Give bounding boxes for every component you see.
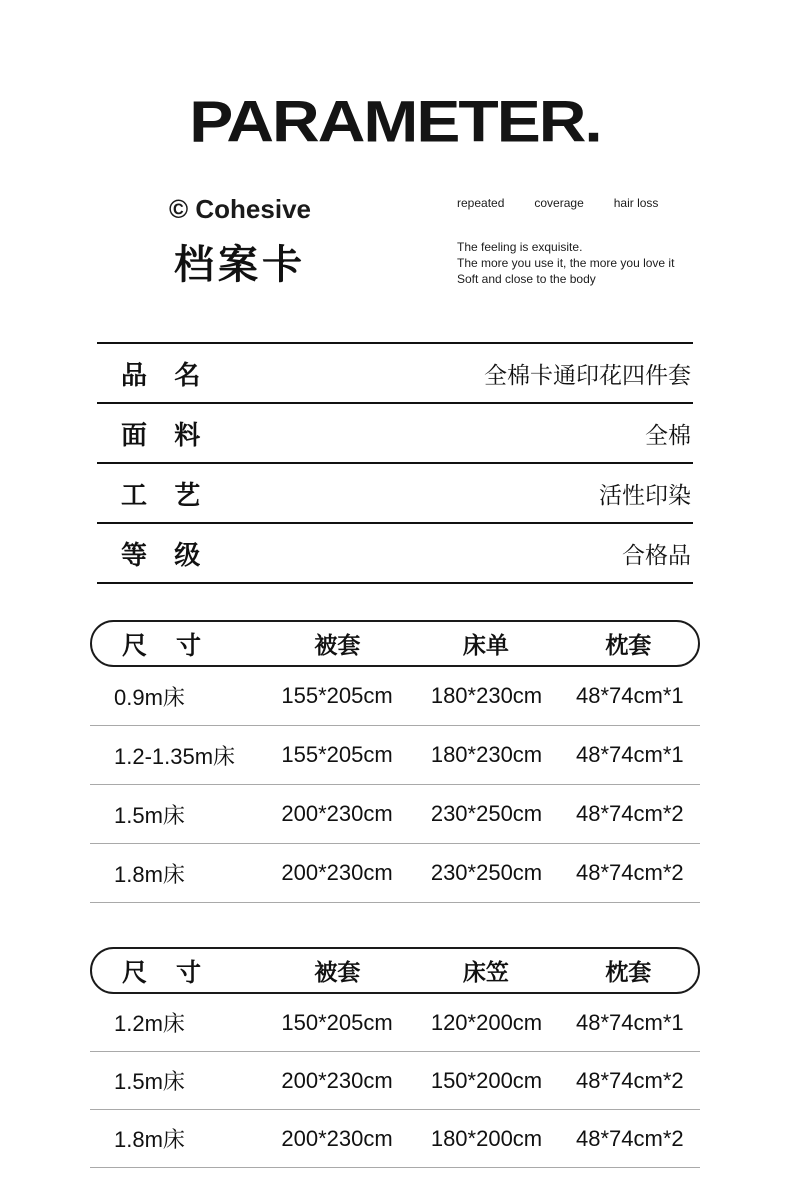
size-cell: 120*200cm <box>430 1009 543 1035</box>
subheader <box>97 194 693 290</box>
size-cell: 180*230cm <box>430 742 543 767</box>
card-title: 档案卡 <box>173 243 306 287</box>
size-cell: 155*205cm <box>281 683 393 708</box>
size-cell: 155*205cm <box>281 742 393 767</box>
size-cell: 48*74cm*2 <box>576 1067 684 1093</box>
product-info-table <box>97 342 693 584</box>
table-row <box>90 1110 700 1168</box>
info-label: 工 艺 <box>121 479 202 510</box>
parameter-logo: PARAMETER. <box>189 88 601 154</box>
size-cell: 48*74cm*2 <box>576 860 684 885</box>
info-value: 合格品 <box>622 541 691 568</box>
header-cell-pillowcase: 枕套 <box>605 632 652 658</box>
size-cell: 48*74cm*1 <box>576 1009 684 1035</box>
size-table-header <box>90 947 700 994</box>
header-cell-pillowcase: 枕套 <box>605 959 652 985</box>
header-cell-duvet-cover: 被套 <box>314 959 361 985</box>
info-label: 品 名 <box>121 359 202 390</box>
info-value: 全棉卡通印花四件套 <box>484 361 691 388</box>
header-cell-fitted-sheet: 床笠 <box>462 959 509 985</box>
size-cell: 48*74cm*2 <box>576 801 684 826</box>
size-cell: 48*74cm*1 <box>576 683 684 708</box>
size-cell: 1.2m床 <box>114 1011 185 1036</box>
size-cell: 230*250cm <box>430 801 543 826</box>
size-cell: 1.2-1.35m床 <box>114 743 236 769</box>
info-row-fabric <box>97 404 693 464</box>
table-row <box>90 667 700 726</box>
size-cell: 150*205cm <box>281 1009 393 1035</box>
keyword-row <box>457 196 693 210</box>
size-table-sheet <box>90 620 700 903</box>
tagline-line: The feeling is exquisite. <box>457 240 583 254</box>
size-table-fitted-sheet <box>90 947 700 1168</box>
header-cell-size: 尺 寸 <box>122 631 202 660</box>
size-cell: 180*230cm <box>430 683 543 708</box>
table-row <box>90 844 700 903</box>
tagline-line: Soft and close to the body <box>457 271 596 286</box>
size-cell: 150*200cm <box>430 1067 543 1093</box>
tagline-line: The more you use it, the more you love it <box>457 255 675 270</box>
header-cell-size: 尺 寸 <box>122 958 202 987</box>
info-label: 面 料 <box>121 419 202 450</box>
size-cell: 1.5m床 <box>114 802 185 828</box>
size-cell: 48*74cm*2 <box>576 1125 684 1151</box>
size-cell: 1.8m床 <box>114 1127 185 1152</box>
info-row-grade <box>97 524 693 584</box>
info-value: 全棉 <box>645 421 691 448</box>
tagline <box>457 240 693 287</box>
header-cell-duvet-cover: 被套 <box>314 632 361 658</box>
info-row-craft <box>97 464 693 524</box>
size-cell: 48*74cm*1 <box>576 742 684 767</box>
info-label: 等 级 <box>121 539 202 570</box>
copyright-text: © Cohesive <box>169 194 311 224</box>
card-header <box>0 88 790 290</box>
table-row <box>90 726 700 785</box>
size-cell: 200*230cm <box>281 801 393 826</box>
table-row <box>90 994 700 1052</box>
table-row <box>90 1052 700 1110</box>
size-cell: 200*230cm <box>281 1067 393 1093</box>
size-cell: 230*250cm <box>430 860 543 885</box>
keyword-item: coverage <box>534 196 584 210</box>
info-value: 活性印染 <box>599 481 691 508</box>
table-row <box>90 785 700 844</box>
size-cell: 200*230cm <box>281 1125 393 1151</box>
size-cell: 1.8m床 <box>114 861 185 887</box>
keyword-item: repeated <box>457 196 505 210</box>
size-cell: 1.5m床 <box>114 1069 185 1094</box>
brand-block <box>97 194 311 290</box>
size-table-header <box>90 620 700 667</box>
size-cell: 180*200cm <box>430 1125 543 1151</box>
header-cell-bed-sheet: 床单 <box>462 632 509 658</box>
keyword-item: hair loss <box>613 196 659 210</box>
info-row-product-name <box>97 344 693 404</box>
size-cell: 200*230cm <box>281 860 393 885</box>
size-cell: 0.9m床 <box>114 684 185 710</box>
description-block <box>457 194 693 287</box>
